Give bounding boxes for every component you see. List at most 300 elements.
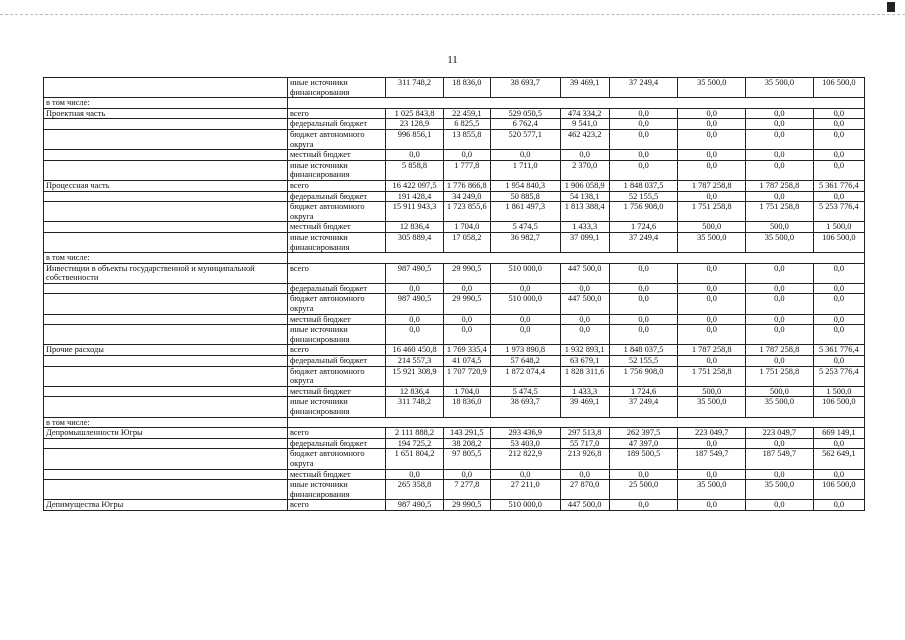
- row-item-name: [44, 366, 288, 386]
- value-cell: 0,0: [609, 263, 678, 283]
- value-cell: 462 423,2: [560, 129, 609, 149]
- value-cell: 0,0: [386, 314, 443, 325]
- value-cell: 1 756 908,0: [609, 202, 678, 222]
- value-cell: 37 249,4: [609, 397, 678, 417]
- row-item-name: [44, 191, 288, 202]
- row-funding-source: федеральный бюджет: [287, 119, 385, 130]
- row-funding-source: всего: [287, 500, 385, 511]
- value-cell: 223 049,7: [746, 428, 814, 439]
- row-item-name: [44, 119, 288, 130]
- value-cell: 5 253 776,4: [813, 366, 864, 386]
- value-cell: 0,0: [678, 119, 746, 130]
- value-cell: 0,0: [678, 500, 746, 511]
- value-cell: 0,0: [443, 150, 490, 161]
- value-cell: 0,0: [609, 108, 678, 119]
- row-item-name: [44, 222, 288, 233]
- value-cell: 987 490,5: [386, 294, 443, 314]
- row-funding-source: иные источники финансирования: [287, 325, 385, 345]
- value-cell: 0,0: [746, 150, 814, 161]
- value-cell: 447 500,0: [560, 294, 609, 314]
- value-cell: 500,0: [678, 222, 746, 233]
- table-row: [44, 294, 865, 314]
- value-cell: 1 787 258,8: [746, 180, 814, 191]
- value-cell: 1 848 037,5: [609, 180, 678, 191]
- value-cell: 5 361 776,4: [813, 345, 864, 356]
- page-number: 11: [447, 54, 458, 66]
- value-cell: 37 099,1: [560, 232, 609, 252]
- row-item-name: Депимущества Югры: [44, 500, 288, 511]
- value-cell: 52 155,5: [609, 191, 678, 202]
- table-row: [44, 366, 865, 386]
- table-row: [44, 232, 865, 252]
- row-item-name: [44, 160, 288, 180]
- value-cell: 38 693,7: [490, 397, 560, 417]
- value-cell: 0,0: [678, 294, 746, 314]
- value-cell: 0,0: [813, 500, 864, 511]
- row-item-name: Проектная часть: [44, 108, 288, 119]
- row-funding-source: иные источники финансирования: [287, 480, 385, 500]
- value-cell: 0,0: [678, 150, 746, 161]
- value-cell: 0,0: [678, 129, 746, 149]
- section-filler: [287, 253, 864, 264]
- value-cell: 17 058,2: [443, 232, 490, 252]
- value-cell: 0,0: [813, 150, 864, 161]
- table-row: [44, 202, 865, 222]
- value-cell: 0,0: [678, 438, 746, 449]
- row-item-name: Прочие расходы: [44, 345, 288, 356]
- value-cell: 500,0: [746, 222, 814, 233]
- row-funding-source: всего: [287, 263, 385, 283]
- value-cell: 187 549,7: [746, 449, 814, 469]
- value-cell: 1 906 058,9: [560, 180, 609, 191]
- value-cell: 2 370,0: [560, 160, 609, 180]
- row-funding-source: всего: [287, 108, 385, 119]
- value-cell: 6 762,4: [490, 119, 560, 130]
- value-cell: 29 990,5: [443, 294, 490, 314]
- row-item-name: [44, 480, 288, 500]
- value-cell: 0,0: [813, 294, 864, 314]
- value-cell: 1 751 258,8: [746, 202, 814, 222]
- value-cell: 106 500,0: [813, 232, 864, 252]
- value-cell: 510 000,0: [490, 500, 560, 511]
- value-cell: 0,0: [560, 283, 609, 294]
- row-funding-source: бюджет автономного округа: [287, 366, 385, 386]
- value-cell: 18 836,0: [443, 78, 490, 98]
- row-item-name: [44, 314, 288, 325]
- value-cell: 0,0: [813, 356, 864, 367]
- value-cell: 305 889,4: [386, 232, 443, 252]
- value-cell: 474 334,2: [560, 108, 609, 119]
- scan-edge-line: [0, 14, 905, 15]
- section-row: [44, 253, 865, 264]
- value-cell: 1 787 258,8: [678, 180, 746, 191]
- table-row: [44, 386, 865, 397]
- value-cell: 0,0: [560, 469, 609, 480]
- value-cell: 1 704,0: [443, 222, 490, 233]
- value-cell: 0,0: [746, 500, 814, 511]
- value-cell: 0,0: [443, 325, 490, 345]
- value-cell: 0,0: [813, 469, 864, 480]
- value-cell: 0,0: [813, 119, 864, 130]
- value-cell: 0,0: [609, 119, 678, 130]
- value-cell: 1 723 855,6: [443, 202, 490, 222]
- value-cell: 35 500,0: [746, 397, 814, 417]
- value-cell: 52 155,5: [609, 356, 678, 367]
- value-cell: 1 756 908,0: [609, 366, 678, 386]
- value-cell: 0,0: [746, 283, 814, 294]
- table-row: [44, 428, 865, 439]
- value-cell: 1 954 840,3: [490, 180, 560, 191]
- value-cell: 1 861 497,3: [490, 202, 560, 222]
- section-filler: [287, 98, 864, 109]
- value-cell: 1 500,0: [813, 222, 864, 233]
- value-cell: 106 500,0: [813, 480, 864, 500]
- value-cell: 0,0: [813, 191, 864, 202]
- value-cell: 35 500,0: [678, 480, 746, 500]
- value-cell: 311 748,2: [386, 397, 443, 417]
- value-cell: 265 358,8: [386, 480, 443, 500]
- value-cell: 189 500,5: [609, 449, 678, 469]
- value-cell: 27 870,0: [560, 480, 609, 500]
- value-cell: 0,0: [813, 108, 864, 119]
- value-cell: 5 361 776,4: [813, 180, 864, 191]
- row-item-name: Процессная часть: [44, 180, 288, 191]
- value-cell: 0,0: [746, 129, 814, 149]
- value-cell: 669 149,1: [813, 428, 864, 439]
- value-cell: 1 751 258,8: [746, 366, 814, 386]
- table-row: [44, 160, 865, 180]
- value-cell: 194 725,2: [386, 438, 443, 449]
- row-item-name: [44, 397, 288, 417]
- value-cell: 1 751 258,8: [678, 202, 746, 222]
- row-item-name: [44, 202, 288, 222]
- row-funding-source: федеральный бюджет: [287, 283, 385, 294]
- row-item-name: [44, 283, 288, 294]
- value-cell: 9 541,0: [560, 119, 609, 130]
- value-cell: 34 249,0: [443, 191, 490, 202]
- section-label: в том числе:: [44, 253, 288, 264]
- value-cell: 15 921 308,9: [386, 366, 443, 386]
- row-item-name: [44, 469, 288, 480]
- value-cell: 297 513,8: [560, 428, 609, 439]
- value-cell: 7 277,8: [443, 480, 490, 500]
- value-cell: 1 777,8: [443, 160, 490, 180]
- value-cell: 29 990,5: [443, 263, 490, 283]
- value-cell: 38 208,2: [443, 438, 490, 449]
- value-cell: 55 717,0: [560, 438, 609, 449]
- value-cell: 106 500,0: [813, 397, 864, 417]
- value-cell: 0,0: [678, 160, 746, 180]
- value-cell: 37 249,4: [609, 78, 678, 98]
- value-cell: 22 459,1: [443, 108, 490, 119]
- value-cell: 0,0: [609, 294, 678, 314]
- value-cell: 1 828 311,6: [560, 366, 609, 386]
- value-cell: 57 648,2: [490, 356, 560, 367]
- value-cell: 0,0: [813, 283, 864, 294]
- value-cell: 0,0: [746, 191, 814, 202]
- scan-corner-mark: [887, 2, 895, 12]
- value-cell: 0,0: [490, 283, 560, 294]
- value-cell: 6 825,5: [443, 119, 490, 130]
- value-cell: 35 500,0: [678, 397, 746, 417]
- row-item-name: [44, 386, 288, 397]
- value-cell: 987 490,5: [386, 263, 443, 283]
- value-cell: 187 549,7: [678, 449, 746, 469]
- value-cell: 223 049,7: [678, 428, 746, 439]
- value-cell: 1 500,0: [813, 386, 864, 397]
- value-cell: 213 926,8: [560, 449, 609, 469]
- value-cell: 0,0: [746, 108, 814, 119]
- table-row: [44, 449, 865, 469]
- value-cell: 0,0: [746, 294, 814, 314]
- value-cell: 27 211,0: [490, 480, 560, 500]
- value-cell: 447 500,0: [560, 500, 609, 511]
- row-funding-source: местный бюджет: [287, 150, 385, 161]
- value-cell: 214 557,3: [386, 356, 443, 367]
- value-cell: 1 724,6: [609, 222, 678, 233]
- table-row: [44, 150, 865, 161]
- value-cell: 106 500,0: [813, 78, 864, 98]
- section-row: [44, 98, 865, 109]
- row-item-name: [44, 438, 288, 449]
- value-cell: 1 704,0: [443, 386, 490, 397]
- value-cell: 0,0: [386, 325, 443, 345]
- value-cell: 1 932 893,1: [560, 345, 609, 356]
- row-funding-source: иные источники финансирования: [287, 397, 385, 417]
- row-funding-source: иные источники финансирования: [287, 232, 385, 252]
- row-funding-source: бюджет автономного округа: [287, 129, 385, 149]
- row-funding-source: бюджет автономного округа: [287, 294, 385, 314]
- row-funding-source: местный бюджет: [287, 386, 385, 397]
- row-funding-source: бюджет автономного округа: [287, 202, 385, 222]
- value-cell: 1 973 890,8: [490, 345, 560, 356]
- table-row: [44, 108, 865, 119]
- value-cell: 0,0: [609, 314, 678, 325]
- value-cell: 996 856,1: [386, 129, 443, 149]
- value-cell: 1 769 335,4: [443, 345, 490, 356]
- value-cell: 13 855,8: [443, 129, 490, 149]
- section-row: [44, 417, 865, 428]
- value-cell: 0,0: [443, 314, 490, 325]
- value-cell: 0,0: [813, 263, 864, 283]
- value-cell: 0,0: [678, 191, 746, 202]
- value-cell: 0,0: [813, 314, 864, 325]
- row-funding-source: федеральный бюджет: [287, 356, 385, 367]
- value-cell: 39 469,1: [560, 397, 609, 417]
- value-cell: 987 490,5: [386, 500, 443, 511]
- value-cell: 25 500,0: [609, 480, 678, 500]
- value-cell: 1 872 074,4: [490, 366, 560, 386]
- value-cell: 35 500,0: [746, 232, 814, 252]
- value-cell: 0,0: [678, 356, 746, 367]
- value-cell: 16 460 450,8: [386, 345, 443, 356]
- row-funding-source: иные источники финансирования: [287, 78, 385, 98]
- value-cell: 1 813 388,4: [560, 202, 609, 222]
- row-funding-source: местный бюджет: [287, 469, 385, 480]
- value-cell: 0,0: [746, 469, 814, 480]
- row-item-name: [44, 325, 288, 345]
- row-funding-source: всего: [287, 345, 385, 356]
- value-cell: 0,0: [609, 500, 678, 511]
- table-row: [44, 119, 865, 130]
- value-cell: 37 249,4: [609, 232, 678, 252]
- table-row: [44, 180, 865, 191]
- row-item-name: [44, 356, 288, 367]
- value-cell: 1 707 720,9: [443, 366, 490, 386]
- value-cell: 0,0: [678, 314, 746, 325]
- value-cell: 5 474,5: [490, 386, 560, 397]
- value-cell: 447 500,0: [560, 263, 609, 283]
- value-cell: 1 776 866,8: [443, 180, 490, 191]
- table-row: [44, 325, 865, 345]
- table-row: [44, 263, 865, 283]
- value-cell: 23 128,9: [386, 119, 443, 130]
- table-row: [44, 191, 865, 202]
- row-funding-source: всего: [287, 180, 385, 191]
- value-cell: 0,0: [813, 438, 864, 449]
- value-cell: 12 836,4: [386, 386, 443, 397]
- value-cell: 0,0: [443, 283, 490, 294]
- value-cell: 29 990,5: [443, 500, 490, 511]
- value-cell: 0,0: [746, 325, 814, 345]
- value-cell: 63 679,1: [560, 356, 609, 367]
- value-cell: 1 025 843,8: [386, 108, 443, 119]
- value-cell: 5 253 776,4: [813, 202, 864, 222]
- value-cell: 0,0: [560, 314, 609, 325]
- row-funding-source: местный бюджет: [287, 222, 385, 233]
- value-cell: 35 500,0: [678, 78, 746, 98]
- value-cell: 0,0: [678, 108, 746, 119]
- value-cell: 143 291,5: [443, 428, 490, 439]
- value-cell: 0,0: [678, 325, 746, 345]
- value-cell: 1 787 258,8: [678, 345, 746, 356]
- value-cell: 0,0: [490, 150, 560, 161]
- value-cell: 50 885,8: [490, 191, 560, 202]
- value-cell: 39 469,1: [560, 78, 609, 98]
- section-filler: [287, 417, 864, 428]
- table-row: [44, 129, 865, 149]
- value-cell: 500,0: [678, 386, 746, 397]
- value-cell: 0,0: [678, 263, 746, 283]
- value-cell: 15 911 943,3: [386, 202, 443, 222]
- value-cell: 38 693,7: [490, 78, 560, 98]
- row-item-name: Депромышленности Югры: [44, 428, 288, 439]
- value-cell: 35 500,0: [746, 78, 814, 98]
- row-funding-source: федеральный бюджет: [287, 438, 385, 449]
- section-label: в том числе:: [44, 417, 288, 428]
- row-item-name: [44, 150, 288, 161]
- funding-table-body: [44, 78, 865, 511]
- table-row: [44, 480, 865, 500]
- value-cell: 41 074,5: [443, 356, 490, 367]
- table-row: [44, 397, 865, 417]
- value-cell: 520 577,1: [490, 129, 560, 149]
- value-cell: 0,0: [609, 129, 678, 149]
- value-cell: 191 428,4: [386, 191, 443, 202]
- value-cell: 0,0: [609, 160, 678, 180]
- value-cell: 0,0: [609, 150, 678, 161]
- value-cell: 0,0: [609, 469, 678, 480]
- row-item-name: [44, 78, 288, 98]
- table-row: [44, 78, 865, 98]
- value-cell: 0,0: [386, 283, 443, 294]
- value-cell: 0,0: [813, 160, 864, 180]
- value-cell: 12 836,4: [386, 222, 443, 233]
- value-cell: 5 858,8: [386, 160, 443, 180]
- value-cell: 1 751 258,8: [678, 366, 746, 386]
- value-cell: 1 433,3: [560, 386, 609, 397]
- value-cell: 0,0: [746, 356, 814, 367]
- table-row: [44, 500, 865, 511]
- value-cell: 0,0: [813, 129, 864, 149]
- value-cell: 5 474,5: [490, 222, 560, 233]
- value-cell: 293 436,9: [490, 428, 560, 439]
- funding-table: [43, 77, 865, 511]
- value-cell: 510 000,0: [490, 294, 560, 314]
- value-cell: 1 433,3: [560, 222, 609, 233]
- value-cell: 0,0: [746, 314, 814, 325]
- value-cell: 35 500,0: [746, 480, 814, 500]
- value-cell: 311 748,2: [386, 78, 443, 98]
- value-cell: 0,0: [560, 325, 609, 345]
- section-label: в том числе:: [44, 98, 288, 109]
- row-funding-source: иные источники финансирования: [287, 160, 385, 180]
- value-cell: 0,0: [746, 119, 814, 130]
- value-cell: 0,0: [746, 160, 814, 180]
- value-cell: 16 422 097,5: [386, 180, 443, 191]
- value-cell: 0,0: [560, 150, 609, 161]
- value-cell: 0,0: [746, 438, 814, 449]
- row-item-name: Инвестиции в объекты государственной и муниципальной собственности: [44, 263, 288, 283]
- value-cell: 47 397,0: [609, 438, 678, 449]
- value-cell: 0,0: [746, 263, 814, 283]
- table-row: [44, 222, 865, 233]
- value-cell: 97 805,5: [443, 449, 490, 469]
- value-cell: 562 649,1: [813, 449, 864, 469]
- row-funding-source: бюджет автономного округа: [287, 449, 385, 469]
- row-funding-source: местный бюджет: [287, 314, 385, 325]
- value-cell: 2 111 888,2: [386, 428, 443, 439]
- value-cell: 0,0: [813, 325, 864, 345]
- value-cell: 500,0: [746, 386, 814, 397]
- value-cell: 0,0: [678, 469, 746, 480]
- value-cell: 510 000,0: [490, 263, 560, 283]
- value-cell: 18 836,0: [443, 397, 490, 417]
- value-cell: 36 982,7: [490, 232, 560, 252]
- table-row: [44, 314, 865, 325]
- table-row: [44, 345, 865, 356]
- value-cell: 1 711,0: [490, 160, 560, 180]
- value-cell: 1 787 258,8: [746, 345, 814, 356]
- table-row: [44, 438, 865, 449]
- row-funding-source: всего: [287, 428, 385, 439]
- row-funding-source: федеральный бюджет: [287, 191, 385, 202]
- row-item-name: [44, 129, 288, 149]
- value-cell: 54 138,1: [560, 191, 609, 202]
- value-cell: 212 822,9: [490, 449, 560, 469]
- value-cell: 0,0: [386, 469, 443, 480]
- value-cell: 0,0: [490, 469, 560, 480]
- table-row: [44, 356, 865, 367]
- value-cell: 262 397,5: [609, 428, 678, 439]
- row-item-name: [44, 232, 288, 252]
- value-cell: 1 848 037,5: [609, 345, 678, 356]
- table-row: [44, 283, 865, 294]
- value-cell: 0,0: [443, 469, 490, 480]
- table-row: [44, 469, 865, 480]
- row-item-name: [44, 294, 288, 314]
- value-cell: 0,0: [490, 314, 560, 325]
